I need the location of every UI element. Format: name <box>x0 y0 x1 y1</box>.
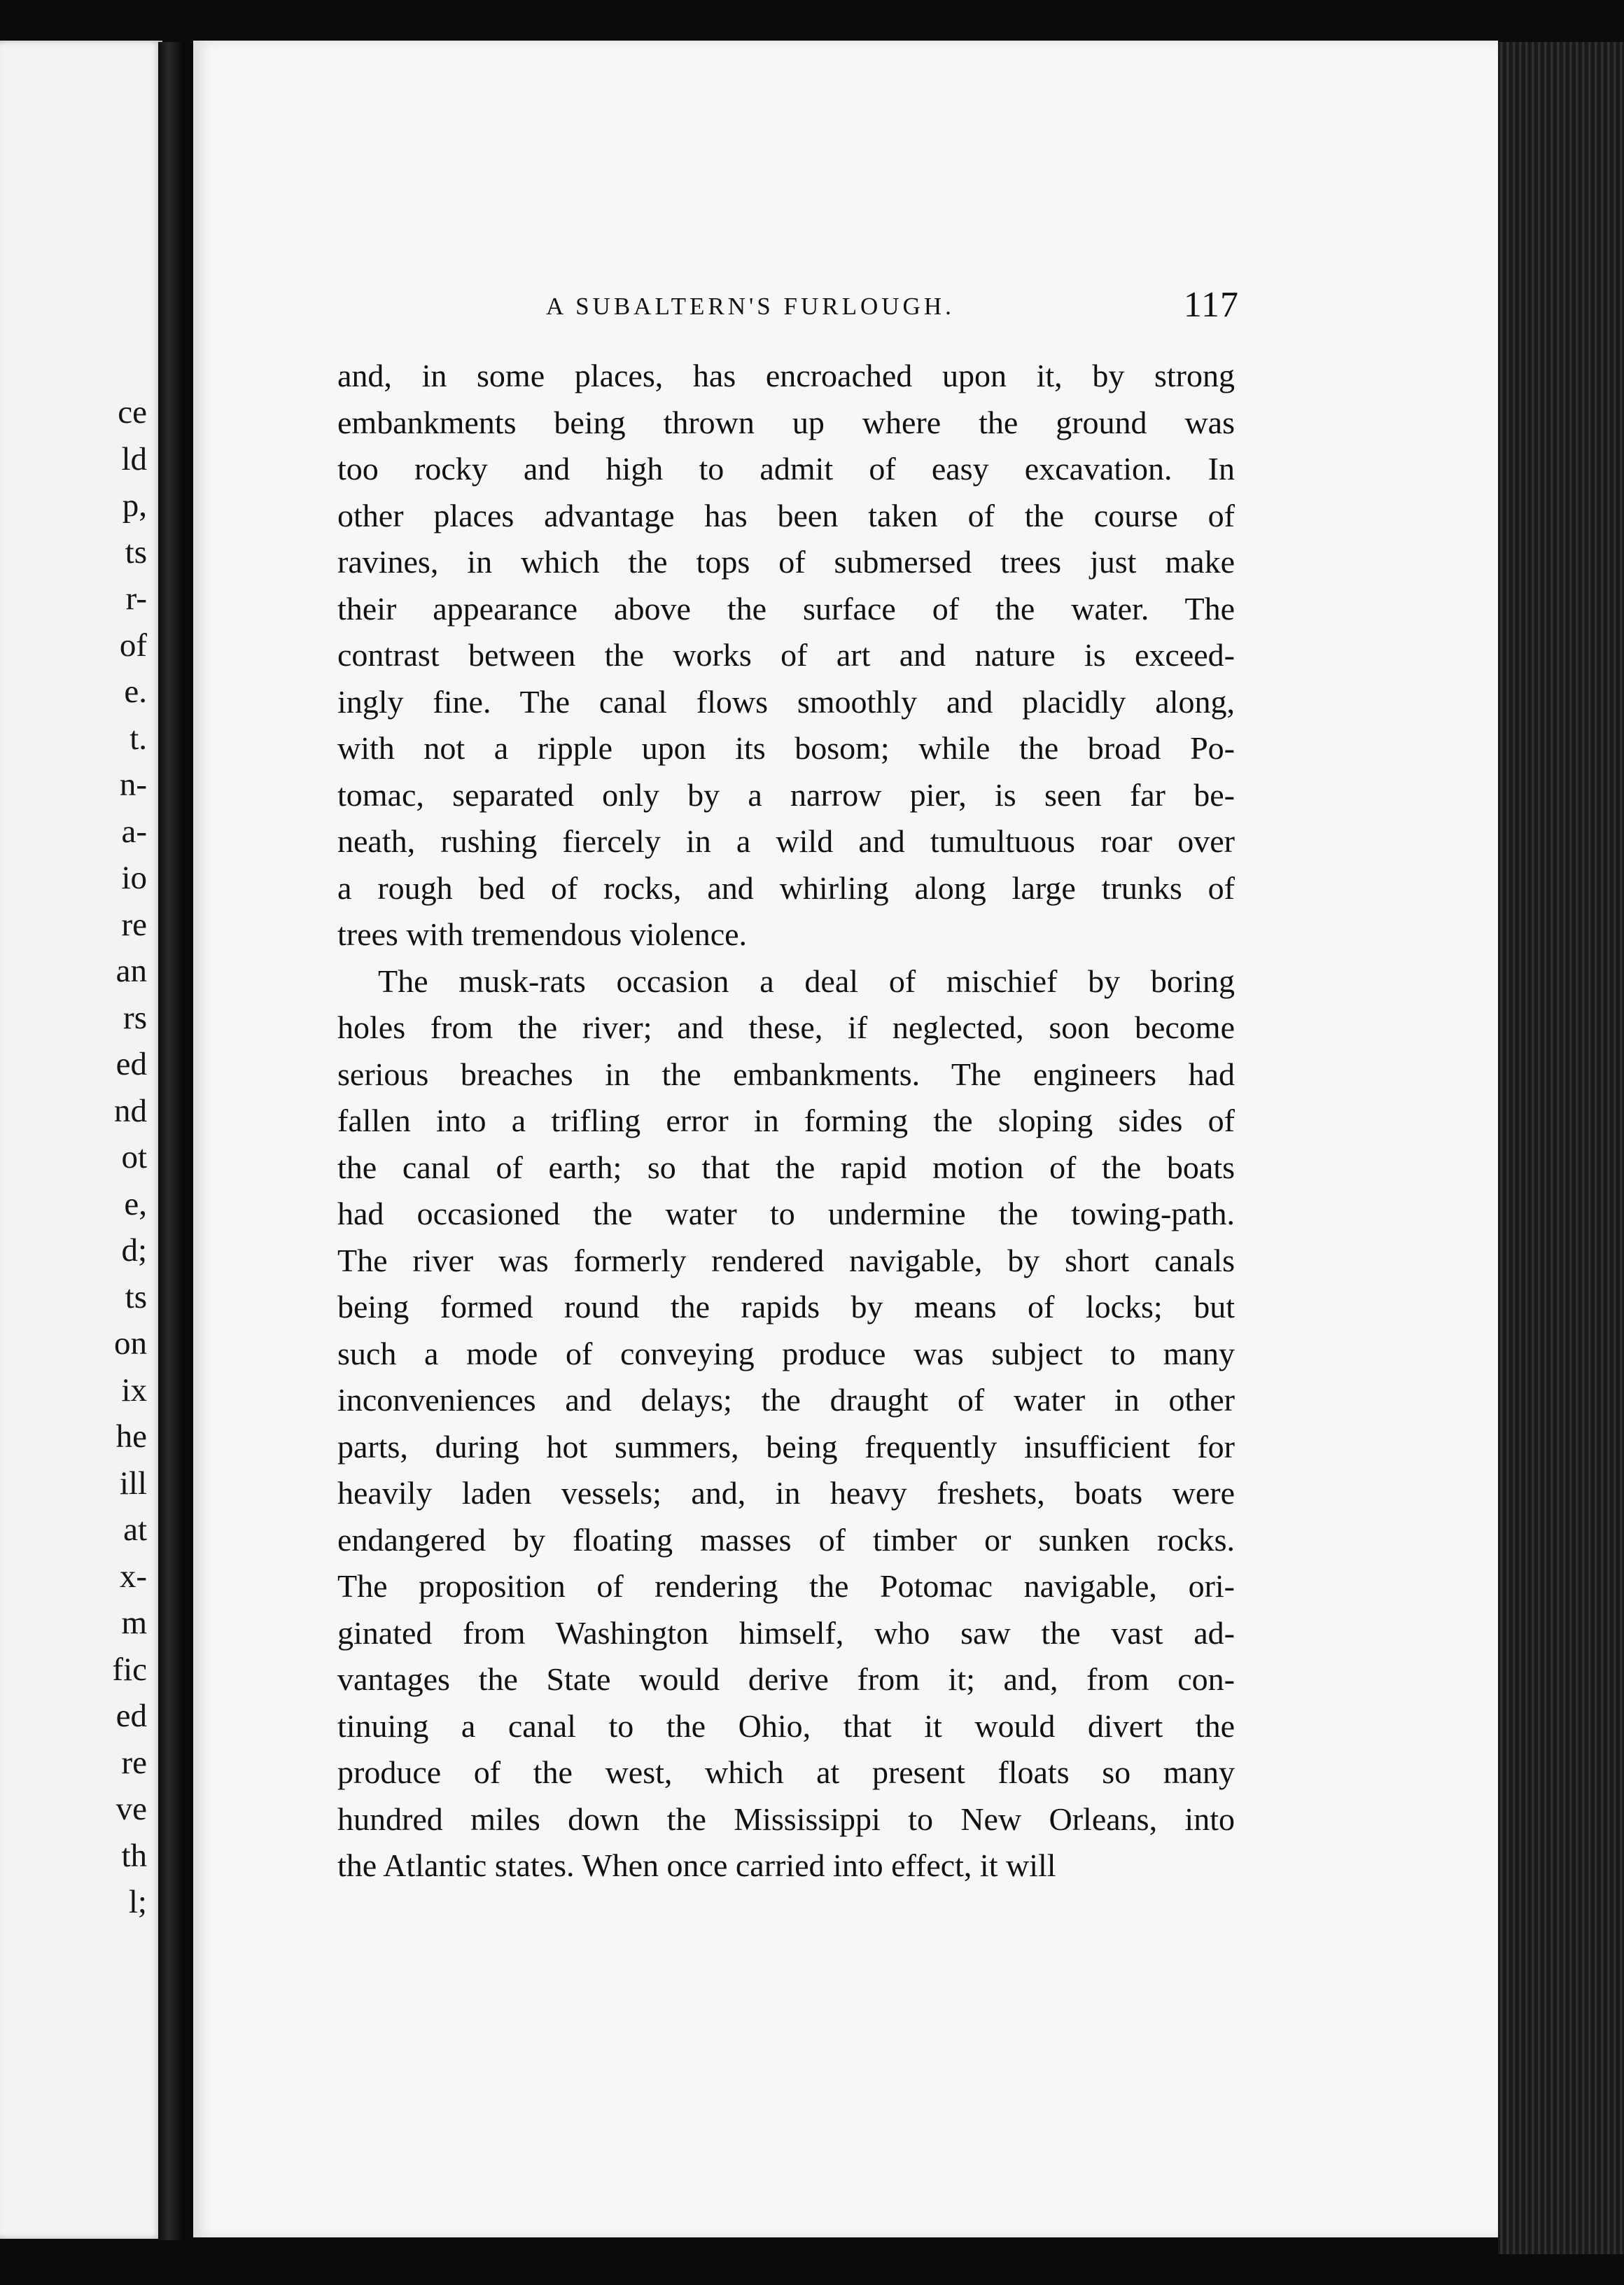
previous-page-fragment: n- <box>119 767 147 803</box>
paragraph-1 <box>337 353 1235 958</box>
text-line: too rocky and high to admit of easy excavation. In <box>337 451 1235 487</box>
previous-page-fragment: m <box>121 1605 147 1641</box>
text-line: neath, rushing fiercely in a wild and tumultuous roar over <box>337 823 1235 859</box>
text-line: inconveniences and delays; the draught of water in other <box>337 1382 1235 1418</box>
text-line: such a mode of conveying produce was subject to many <box>337 1335 1235 1371</box>
text-line: ingly fine. The canal flows smoothly and placidly along, <box>337 683 1235 720</box>
text-line: being formed round the rapids by means of locks; but <box>337 1289 1235 1325</box>
text-line: a rough bed of rocks, and whirling along large trunks of <box>337 869 1235 906</box>
previous-page-fragment: re <box>121 1744 147 1781</box>
previous-page-fragment: re <box>121 906 147 943</box>
text-line: heavily laden vessels; and, in heavy freshets, boats were <box>337 1475 1235 1511</box>
running-title: A SUBALTERN'S FURLOUGH. <box>546 293 955 320</box>
book-fore-edge <box>1498 42 1624 2254</box>
previous-page-fragment: of <box>119 627 147 664</box>
previous-page-fragment: ts <box>125 533 147 571</box>
previous-page-fragment: ce <box>118 394 147 431</box>
text-line: endangered by floating masses of timber or sunken rocks. <box>337 1521 1235 1558</box>
text-line: embankments being thrown up where the ground was <box>337 404 1235 440</box>
text-line: hundred miles down the Mississippi to New Orleans, into <box>337 1801 1235 1837</box>
previous-page-fragment: at <box>123 1511 147 1548</box>
previous-page-fragment: ts <box>125 1278 147 1315</box>
previous-page-fragment: ill <box>119 1465 147 1502</box>
text-line: parts, during hot summers, being frequently insufficient for <box>337 1428 1235 1465</box>
text-line: and, in some places, has encroached upon it, by strong <box>337 358 1235 393</box>
text-line: their appearance above the surface of the water. The <box>337 590 1235 627</box>
page-number: 117 <box>1183 285 1239 325</box>
previous-page-fragment: ld <box>121 440 147 477</box>
text-line: holes from the river; and these, if neglected, soon become <box>337 1009 1235 1045</box>
previous-page-fragment: on <box>114 1325 147 1362</box>
text-line: trees with tremendous violence. <box>337 916 748 952</box>
previous-page-edge <box>0 41 162 2239</box>
text-line: the canal of earth; so that the rapid motion of the boats <box>337 1149 1235 1185</box>
previous-page-fragment: ve <box>115 1791 147 1827</box>
previous-page-fragment: ed <box>115 1698 147 1734</box>
previous-page-fragment: t. <box>130 720 147 757</box>
previous-page-fragment: p, <box>122 487 147 524</box>
previous-page-fragment: rs <box>123 999 147 1036</box>
text-line: produce of the west, which at present floats so many <box>337 1754 1235 1790</box>
body-text <box>337 353 1235 1889</box>
previous-page-fragment: nd <box>114 1092 147 1129</box>
text-line: tinuing a canal to the Ohio, that it would divert the <box>337 1707 1235 1744</box>
text-line: vantages the State would derive from it; and, from con- <box>337 1661 1235 1697</box>
previous-page-fragment: l; <box>128 1884 147 1920</box>
previous-page-fragment: a- <box>121 813 147 850</box>
text-line: with not a ripple upon its bosom; while the broad Po- <box>337 730 1235 766</box>
text-line: had occasioned the water to undermine the towing-path. <box>337 1196 1235 1231</box>
text-line: The musk-rats occasion a deal of mischief by boring <box>378 963 1235 999</box>
text-line: the Atlantic states. When once carried into effect, it will <box>337 1847 1056 1883</box>
text-line: The proposition of rendering the Potomac navigable, ori- <box>337 1568 1235 1604</box>
previous-page-fragment: he <box>115 1418 147 1455</box>
previous-page-fragment: r- <box>125 580 147 617</box>
text-line: The river was formerly rendered navigable, by short canals <box>337 1242 1235 1278</box>
previous-page-fragment: fic <box>112 1651 147 1688</box>
text-line: fallen into a trifling error in forming the sloping sides of <box>337 1103 1235 1138</box>
previous-page-fragment: e. <box>124 673 147 710</box>
previous-page-fragment: x- <box>119 1558 147 1595</box>
previous-page-fragment: d; <box>121 1232 147 1269</box>
text-line: ravines, in which the tops of submersed trees just make <box>337 544 1235 580</box>
text-line: other places advantage has been taken of the course of <box>337 497 1235 533</box>
text-line: tomac, separated only by a narrow pier, is seen far be- <box>337 776 1235 813</box>
text-line: serious breaches in the embankments. The engineers had <box>337 1056 1235 1092</box>
previous-page-fragment: an <box>115 953 147 989</box>
text-line: ginated from Washington himself, who saw the vast ad- <box>337 1614 1235 1651</box>
paragraph-2 <box>337 958 1235 1889</box>
previous-page-fragment: e, <box>124 1185 147 1222</box>
previous-page-fragment: ed <box>115 1046 147 1082</box>
book-gutter <box>158 42 185 2240</box>
previous-page-fragment: th <box>121 1837 147 1874</box>
previous-page-fragment: io <box>121 860 147 896</box>
running-head <box>546 284 1239 333</box>
previous-page-fragment: ix <box>121 1371 147 1409</box>
text-line: contrast between the works of art and nature is exceed- <box>337 637 1235 673</box>
previous-page-fragment: ot <box>121 1139 147 1175</box>
previous-page-text-fragments <box>112 389 147 1926</box>
